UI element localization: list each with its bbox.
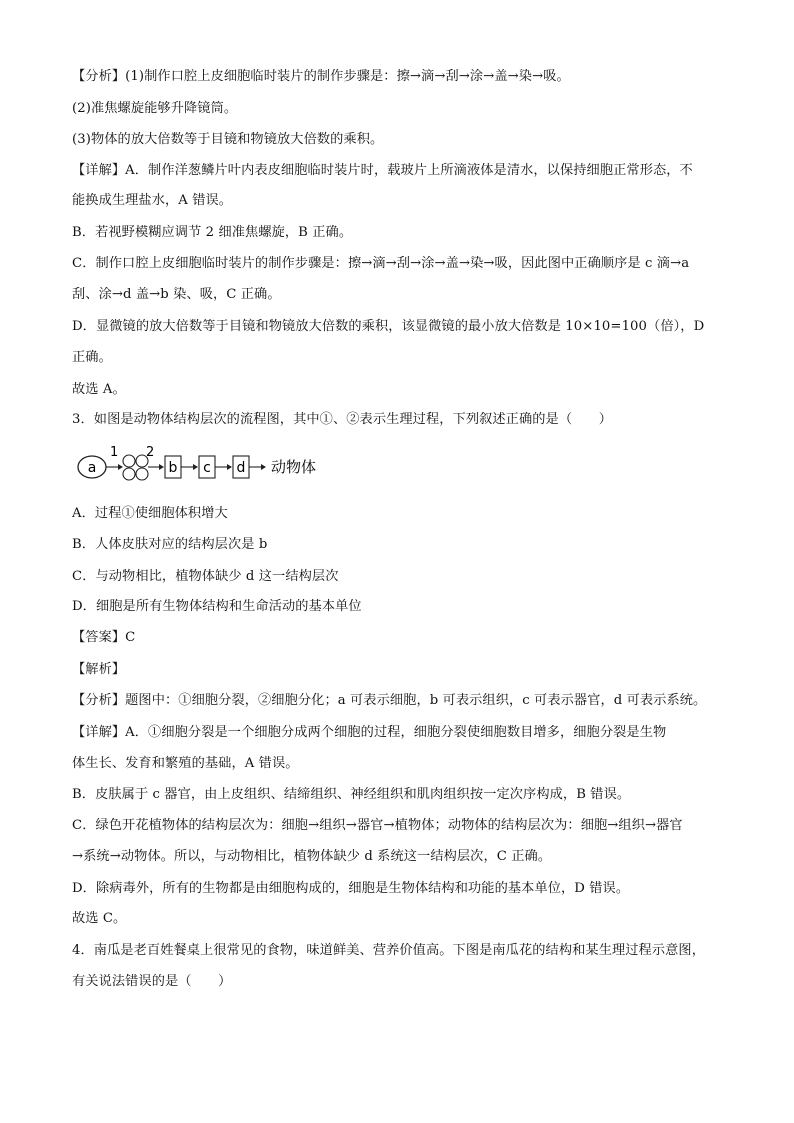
analysis-point-3: (3)物体的放大倍数等于目镜和物镜放大倍数的乘积。 xyxy=(72,132,384,147)
explanation-heading: 【解析】 xyxy=(72,662,126,677)
question-4-stem-1: 4．南瓜是老百姓餐桌上很常见的食物，味道鲜美、营养价值高。下图是南瓜花的结构和某生理过程示意图， xyxy=(72,943,705,958)
arrow-4-head xyxy=(227,464,232,470)
detail-line-c2: 刮、涂→d 盖→b 染、吸，C 正确。 xyxy=(72,287,281,302)
box-c-label: c xyxy=(203,460,211,476)
box-b-label: b xyxy=(168,460,178,476)
arrow-3-head xyxy=(193,464,198,470)
arrow-1-head xyxy=(118,464,123,470)
question-4-stem-2: 有关说法错误的是（ ） xyxy=(72,974,232,989)
flow-diagram-svg xyxy=(76,447,376,487)
option-c: C．与动物相比，植物体缺少 d 这一结构层次 xyxy=(72,569,339,584)
structure-flow-diagram xyxy=(76,447,376,487)
arrow-5-head xyxy=(261,464,266,470)
detail-q3-a1: 【详解】A．①细胞分裂是一个细胞分成两个细胞的过程，细胞分裂使细胞数目增多，细胞分裂是生物 xyxy=(72,725,667,740)
analysis-q3: 【分析】题图中：①细胞分裂，②细胞分化；a 可表示细胞，b 可表示组织，c 可表示器官，d 可表示系统。 xyxy=(72,693,707,708)
step-2-label: 2 xyxy=(146,445,155,460)
option-b: B．人体皮肤对应的结构层次是 b xyxy=(72,537,268,552)
detail-q3-c1: C．绿色开花植物体的结构层次为：细胞→组织→器官→植物体；动物体的结构层次为：细胞→组织→器官 xyxy=(72,818,683,833)
conclusion-line: 故选 A。 xyxy=(72,382,126,397)
detail-line-c1: C．制作口腔上皮细胞临时装片的制作步骤是：擦→滴→刮→涂→盖→染→吸，因此图中正确顺序是 c 滴→a xyxy=(72,256,690,271)
divided-cell-3 xyxy=(123,468,135,480)
analysis-point-2: (2)准焦螺旋能够升降镜筒。 xyxy=(72,101,238,116)
divided-cell-1 xyxy=(123,455,135,467)
detail-line-a1: 【详解】A．制作洋葱鳞片叶内表皮细胞临时装片时，载玻片上所滴液体是清水，以保持细胞正常形态，不 xyxy=(72,163,693,178)
step-1-label: 1 xyxy=(110,445,119,460)
arrow-2-head xyxy=(159,464,164,470)
animal-body-label: 动物体 xyxy=(271,458,317,476)
divided-cell-4 xyxy=(136,468,148,480)
detail-line-d2: 正确。 xyxy=(72,350,112,365)
detail-line-b: B．若视野模糊应调节 2 细准焦螺旋，B 正确。 xyxy=(72,225,353,240)
question-3-stem: 3．如图是动物体结构层次的流程图，其中①、②表示生理过程，下列叙述正确的是（ ） xyxy=(72,412,612,427)
analysis-line: 【分析】(1)制作口腔上皮细胞临时装片的制作步骤是：擦→滴→刮→涂→盖→染→吸。 xyxy=(72,69,570,84)
detail-line-a2: 能换成生理盐水，A 错误。 xyxy=(72,193,233,208)
detail-line-d1: D．显微镜的放大倍数等于目镜和物镜放大倍数的乘积，该显微镜的最小放大倍数是 10×10=100（倍），D xyxy=(72,319,705,334)
option-d: D．细胞是所有生物体结构和生命活动的基本单位 xyxy=(72,599,362,614)
option-a: A．过程①使细胞体积增大 xyxy=(72,506,228,521)
cell-a-label: a xyxy=(87,460,97,476)
box-d-label: d xyxy=(236,460,246,476)
answer-line: 【答案】C xyxy=(72,630,136,645)
conclusion-q3: 故选 C。 xyxy=(72,911,127,926)
detail-q3-d: D．除病毒外，所有的生物都是由细胞构成的，细胞是生物体结构和功能的基本单位，D 错误。 xyxy=(72,881,630,896)
detail-q3-a2: 体生长、发育和繁殖的基础，A 错误。 xyxy=(72,756,299,771)
detail-q3-c2: →系统→动物体。所以，与动物相比，植物体缺少 d 系统这一结构层次，C 正确。 xyxy=(72,849,552,864)
detail-q3-b: B．皮肤属于 c 器官，由上皮组织、结缔组织、神经组织和肌肉组织按一定次序构成，B 错误。 xyxy=(72,787,631,802)
